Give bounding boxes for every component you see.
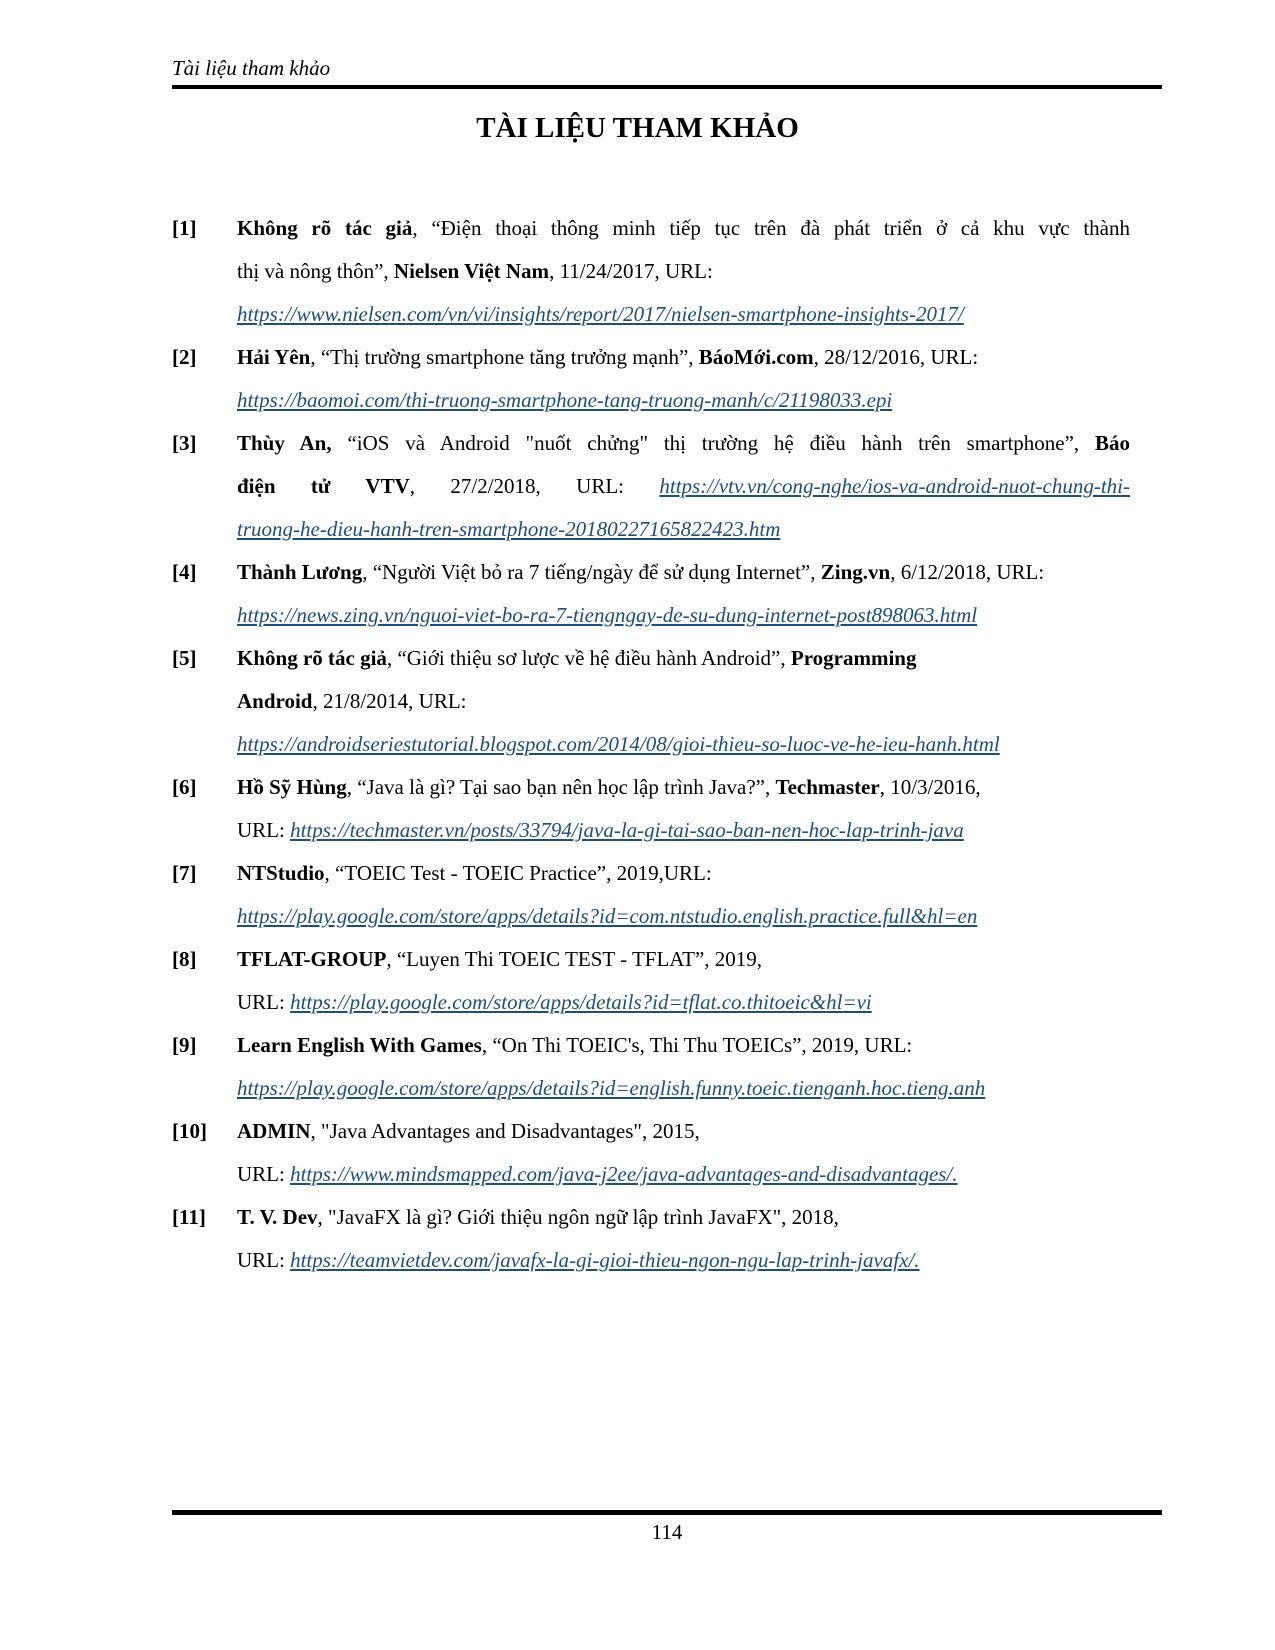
reference-number: [5]: [172, 646, 197, 670]
header-running-title: Tài liệu tham khảo: [172, 56, 331, 80]
reference-text: , "Java Advantages and Disadvantages", 2015,: [310, 1119, 700, 1143]
reference-line: [237, 852, 1130, 895]
reference-text: , 11/24/2017, URL:: [549, 259, 713, 283]
reference-author: điện tử VTV: [237, 474, 410, 498]
reference-link[interactable]: https://news.zing.vn/nguoi-viet-bo-ra-7-tiengngay-de-su-dung-internet-post898063.html: [237, 603, 978, 627]
reference-author: Zing.vn: [820, 560, 891, 584]
reference-author: Techmaster: [775, 775, 880, 799]
reference-link[interactable]: https://vtv.vn/cong-nghe/ios-va-android-nuot-chung-thi-: [659, 474, 1130, 498]
reference-line: [237, 981, 1130, 1024]
reference-body: [237, 207, 1130, 336]
reference-link[interactable]: https://play.google.com/store/apps/details?id=com.ntstudio.english.practice.full&hl=en: [237, 904, 978, 928]
page-title: TÀI LIỆU THAM KHẢO: [476, 112, 799, 144]
reference-line: [237, 809, 1130, 852]
reference-body: [237, 551, 1130, 637]
reference-body: [237, 1110, 1130, 1196]
reference-body: [237, 852, 1130, 938]
reference-text: , 21/8/2014, URL:: [312, 689, 467, 713]
reference-text: , 28/12/2016, URL:: [813, 345, 979, 369]
reference-line: [237, 1153, 1130, 1196]
reference-line: [237, 207, 1130, 250]
reference-text: URL:: [237, 990, 291, 1014]
reference-author: Learn English With Games: [237, 1033, 482, 1057]
reference-link[interactable]: https://teamvietdev.com/javafx-la-gi-gioi-thieu-ngon-ngu-lap-trinh-javafx/.: [290, 1248, 920, 1272]
reference-body: [237, 637, 1130, 766]
reference-text: , “Java là gì? Tại sao bạn nên học lập trình Java?”,: [346, 775, 776, 799]
reference-item: [172, 637, 1130, 766]
footer-rule: [172, 1510, 1162, 1515]
reference-line: [237, 293, 1130, 336]
reference-author: TFLAT-GROUP: [237, 947, 387, 971]
reference-author: Không rõ tác giả: [237, 646, 387, 670]
reference-author: Thùy An,: [237, 431, 332, 455]
reference-body: [237, 422, 1130, 551]
reference-line: [237, 1239, 1130, 1282]
reference-number: [6]: [172, 775, 197, 799]
reference-line: [237, 379, 1130, 422]
reference-author: T. V. Dev: [237, 1205, 318, 1229]
reference-line: [237, 508, 1130, 551]
reference-line: [237, 637, 1130, 680]
reference-number: [10]: [172, 1119, 207, 1143]
reference-text: URL:: [237, 1248, 291, 1272]
reference-item: [172, 207, 1130, 336]
reference-link[interactable]: https://androidseriestutorial.blogspot.com/2014/08/gioi-thieu-so-luoc-ve-he-ieu-hanh.html: [237, 732, 1000, 756]
reference-author: Thành Lương: [237, 560, 363, 584]
reference-text: URL:: [237, 818, 291, 842]
reference-line: [237, 938, 1130, 981]
reference-number: [7]: [172, 861, 197, 885]
reference-author: Android: [237, 689, 313, 713]
reference-number: [3]: [172, 431, 197, 455]
reference-item: [172, 766, 1130, 852]
reference-line: [237, 551, 1130, 594]
reference-text: , 27/2/2018, URL:: [409, 474, 660, 498]
reference-author: NTStudio: [237, 861, 325, 885]
reference-item: [172, 1110, 1130, 1196]
reference-line: [237, 1024, 1130, 1067]
reference-line: [237, 680, 1130, 723]
reference-item: [172, 336, 1130, 422]
page-header: [172, 54, 1162, 89]
reference-item: [172, 422, 1130, 551]
reference-text: , 6/12/2018, URL:: [890, 560, 1045, 584]
reference-line: [237, 422, 1130, 465]
reference-text: , “Luyen Thi TOEIC TEST - TFLAT”, 2019,: [386, 947, 763, 971]
reference-body: [237, 1024, 1130, 1110]
reference-number: [2]: [172, 345, 197, 369]
reference-line: [237, 594, 1130, 637]
reference-link[interactable]: https://www.mindsmapped.com/java-j2ee/java-advantages-and-disadvantages/.: [290, 1162, 958, 1186]
reference-text: , “Điện thoại thông minh tiếp tục trên đà phát triển ở cả khu vực thành: [412, 216, 1130, 240]
reference-body: [237, 1196, 1130, 1282]
reference-author: Báo: [1095, 431, 1131, 455]
header-rule: [172, 85, 1162, 89]
reference-line: [237, 1110, 1130, 1153]
reference-link[interactable]: https://play.google.com/store/apps/details?id=english.funny.toeic.tienganh.hoc.tieng.anh: [237, 1076, 986, 1100]
reference-author: Programming: [790, 646, 917, 670]
reference-text: , “Người Việt bỏ ra 7 tiếng/ngày để sử dụng Internet”,: [362, 560, 821, 584]
reference-text: , “Thị trường smartphone tăng trưởng mạnh”,: [310, 345, 699, 369]
reference-number: [1]: [172, 216, 197, 240]
reference-list: [172, 207, 1130, 1282]
reference-text: , “TOEIC Test - TOEIC Practice”, 2019,URL:: [324, 861, 712, 885]
reference-line: [237, 250, 1130, 293]
reference-line: [237, 766, 1130, 809]
reference-number: [9]: [172, 1033, 197, 1057]
page-number: 114: [651, 1520, 683, 1544]
reference-link[interactable]: https://play.google.com/store/apps/details?id=tflat.co.thitoeic&hl=vi: [290, 990, 872, 1014]
reference-text: “iOS và Android "nuốt chửng" thị trường hệ điều hành trên smartphone”,: [331, 431, 1095, 455]
reference-text: , “Giới thiệu sơ lược về hệ điều hành Android”,: [386, 646, 791, 670]
reference-author: Không rõ tác giả: [237, 216, 413, 240]
reference-number: [11]: [172, 1205, 206, 1229]
reference-number: [4]: [172, 560, 197, 584]
reference-line: [237, 336, 1130, 379]
reference-author: Hải Yên: [237, 345, 311, 369]
reference-item: [172, 852, 1130, 938]
reference-text: , “On Thi TOEIC's, Thi Thu TOEICs”, 2019, URL:: [481, 1033, 913, 1057]
reference-body: [237, 336, 1130, 422]
reference-link[interactable]: https://www.nielsen.com/vn/vi/insights/report/2017/nielsen-smartphone-insights-2017/: [237, 302, 964, 326]
reference-text: URL:: [237, 1162, 291, 1186]
reference-line: [237, 1067, 1130, 1110]
reference-body: [237, 938, 1130, 1024]
reference-item: [172, 551, 1130, 637]
reference-text: , "JavaFX là gì? Giới thiệu ngôn ngữ lập trình JavaFX", 2018,: [317, 1205, 839, 1229]
reference-text: , 10/3/2016,: [879, 775, 981, 799]
reference-line: [237, 895, 1130, 938]
reference-item: [172, 1024, 1130, 1110]
reference-author: ADMIN: [237, 1119, 311, 1143]
reference-text: thị và nông thôn”,: [237, 259, 394, 283]
reference-link[interactable]: https://techmaster.vn/posts/33794/java-la-gi-tai-sao-ban-nen-hoc-lap-trinh-java: [290, 818, 964, 842]
reference-line: [237, 465, 1130, 508]
reference-line: [237, 723, 1130, 766]
reference-author: Hồ Sỹ Hùng: [237, 775, 347, 799]
reference-author: BáoMới.com: [698, 345, 814, 369]
reference-item: [172, 938, 1130, 1024]
reference-number: [8]: [172, 947, 197, 971]
reference-line: [237, 1196, 1130, 1239]
reference-link[interactable]: https://baomoi.com/thi-truong-smartphone-tang-truong-manh/c/21198033.epi: [237, 388, 893, 412]
reference-body: [237, 766, 1130, 852]
reference-link[interactable]: truong-he-dieu-hanh-tren-smartphone-20180227165822423.htm: [237, 517, 781, 541]
reference-author: Nielsen Việt Nam: [393, 259, 550, 283]
reference-item: [172, 1196, 1130, 1282]
